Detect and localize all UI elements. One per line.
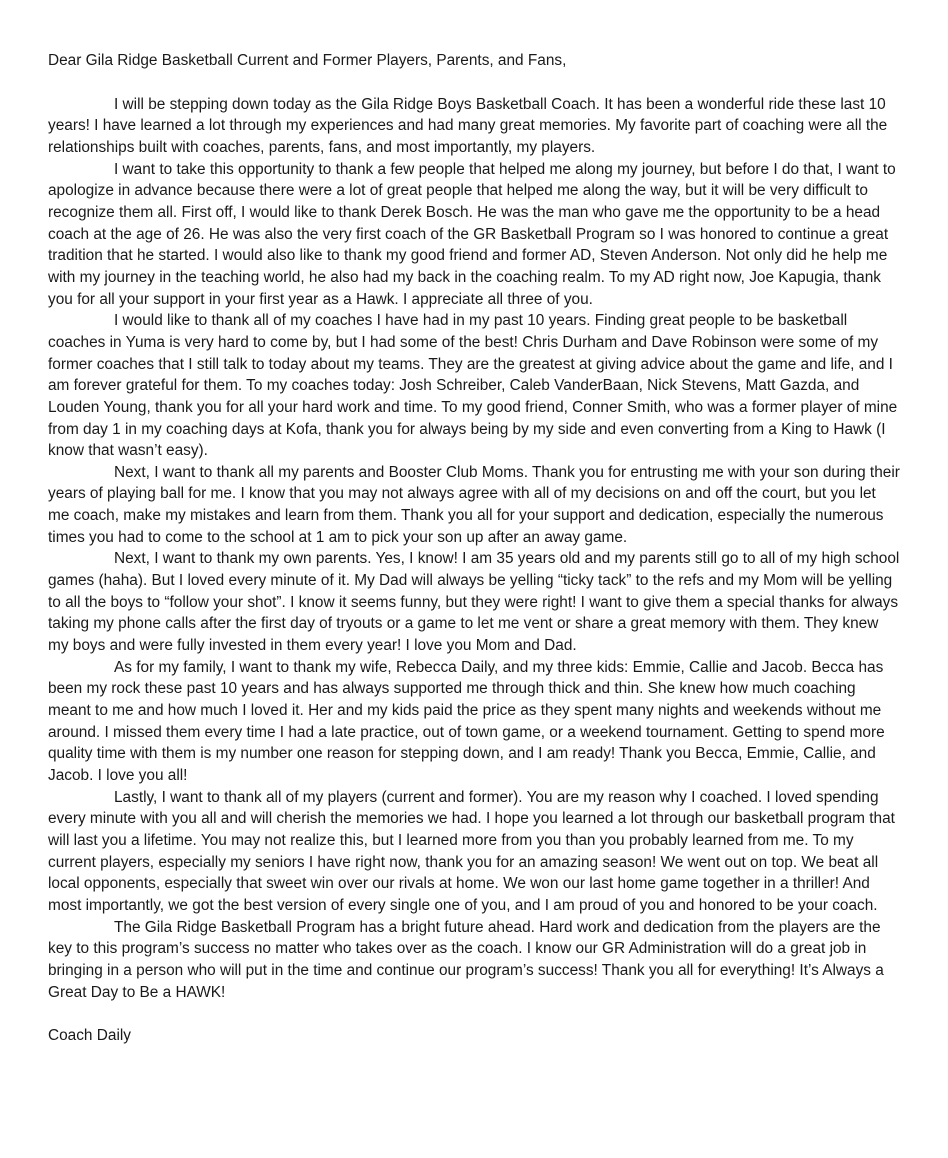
signature: Coach Daily <box>48 1027 131 1045</box>
paragraph-program-future: The Gila Ridge Basketball Program has a bright future ahead. Hard work and dedication from the players are the key to this program’s success no matter who takes over as the coach. I know our GR Administration will do a great job in bringing in a person who will put in the time and continue our program’s success! Thank you all for everything! It’s Always a Great Day to Be a HAWK! <box>48 918 884 1001</box>
paragraph-thanks-parents-boosters: Next, I want to thank all my parents and Booster Club Moms. Thank you for entrusting me with your son during their years of playing ball for me. I know that you may not always agree with all of my decisions on and off the court, but you let me coach, make my mistakes and learn from them. Thank you all for your support and dedication, especially the numerous times you had to come to the school at 1 am to pick your son up after an away game. <box>48 463 900 546</box>
paragraph-thanks-players: Lastly, I want to thank all of my players (current and former). You are my reason why I coached. I loved spending every minute with you all and will cherish the memories we had. I hope you learned a lot through our basketball program that will last you a lifetime. You may not realize this, but I learned more from you than you probably learned from me. To my current players, especially my seniors I have right now, thank you for an amazing season! We went out on top. We beat all local opponents, especially that sweet win over our rivals at home. We won our last home game together in a thriller! And most importantly, we got the best version of every single one of you, and I am proud of you and honored to be your coach. <box>48 788 895 914</box>
salutation: Dear Gila Ridge Basketball Current and Former Players, Parents, and Fans, <box>48 52 567 69</box>
paragraph-retirement-announcement: I will be stepping down today as the Gila Ridge Boys Basketball Coach. It has been a wonderful ride these last 10 years! I have learned a lot through my experiences and had many great memories. My favorite part of coaching were all the relationships built with coaches, parents, fans, and most importantly, my players. <box>48 95 888 156</box>
paragraph-thanks-own-parents: Next, I want to thank my own parents. Yes, I know! I am 35 years old and my parents still go to all of my high school games (haha). But I loved every minute of it. My Dad will always be yelling “ticky tack” to the refs and my Mom will be yelling to all the boys to “follow your shot”. I know it seems funny, but they were right! I want to give them a special thanks for always taking my phone calls after the first day of tryouts or a game to let me vent or share a great memory with them. They knew my boys and were fully invested in them every year! I love you Mom and Dad. <box>48 550 900 655</box>
paragraph-thanks-family: As for my family, I want to thank my wife, Rebecca Daily, and my three kids: Emmie, Callie and Jacob. Becca has been my rock these past 10 years and has always supported me through thick and thin. She knew how much coaching meant to me and how much I loved it. Her and my kids paid the price as they spent many nights and weekends without me around. I missed them every time I had a late practice, out of town game, or a weekend tournament. Getting to spend more quality time with them is my number one reason for stepping down, and I am ready! Thank you Becca, Emmie, Callie, and Jacob. I love you all! <box>48 658 885 784</box>
letter <box>48 50 900 1047</box>
paragraph-thanks-coaches: I would like to thank all of my coaches I have had in my past 10 years. Finding great people to be basketball coaches in Yuma is very hard to come by, but I had some of the best! Chris Durham and Dave Robinson were some of my former coaches that I still talk to today about my teams. They are the greatest at giving advice about the game and life, and I am forever grateful for them. To my coaches today: Josh Schreiber, Caleb VanderBaan, Nick Stevens, Matt Gazda, and Louden Young, thank you for all your hard work and time. To my good friend, Conner Smith, who was a former player of mine from day 1 in my coaching days at Kofa, thank you for always being by my side and even converting from a King to Hawk (I know that wasn’t easy). <box>48 312 898 460</box>
paragraph-thanks-mentors: I want to take this opportunity to thank a few people that helped me along my journey, but before I do that, I want to apologize in advance because there were a lot of great people that helped me along the way, but it will be very difficult to recognize them all. First off, I would like to thank Derek Bosch. He was the man who gave me the opportunity to be a head coach at the age of 26. He was also the very first coach of the GR Basketball Program so I was honored to continue a great tradition that he started. I would also like to thank my good friend and former AD, Steven Anderson. Not only did he help me with my journey in the teaching world, he also had my back in the coaching realm. To my AD right now, Joe Kapugia, thank you for all your support in your first year as a Hawk. I appreciate all three of you. <box>48 160 896 308</box>
